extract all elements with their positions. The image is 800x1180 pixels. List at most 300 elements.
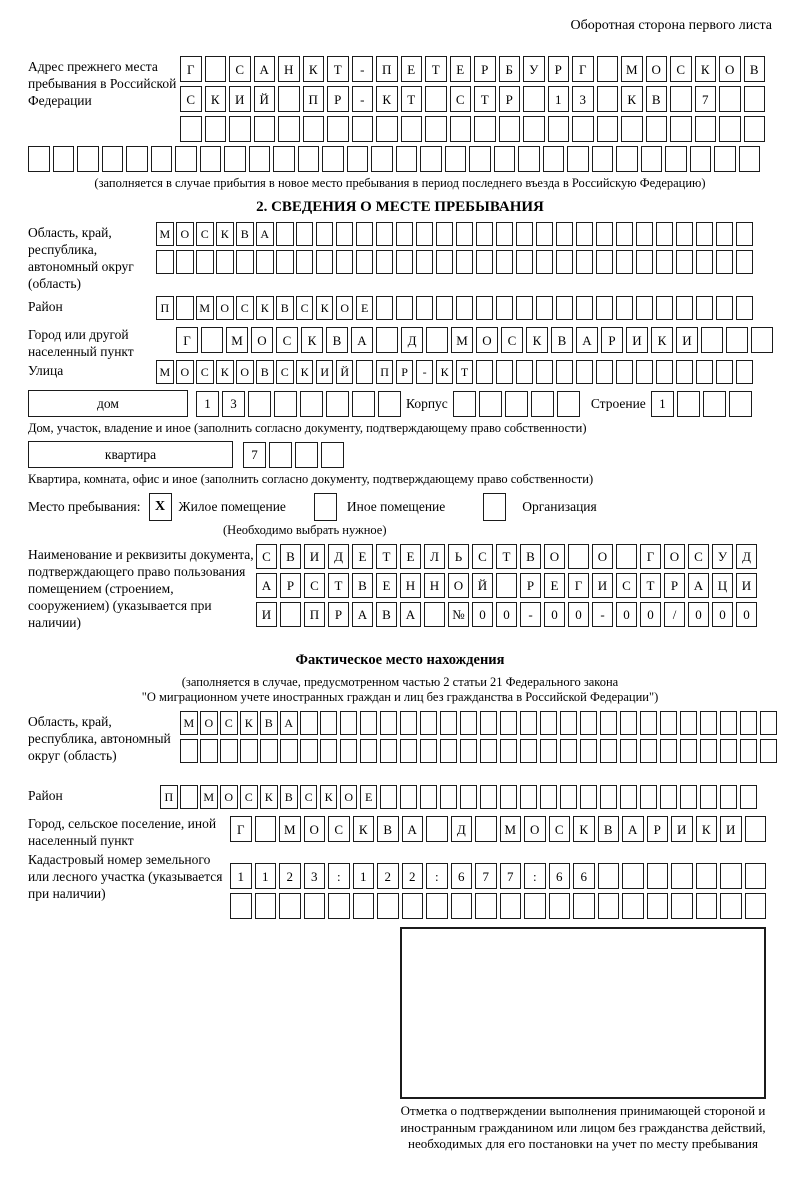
char-box[interactable]	[576, 250, 594, 274]
char-box[interactable]	[396, 146, 418, 172]
char-box[interactable]: А	[576, 327, 598, 353]
char-box[interactable]	[636, 296, 654, 320]
char-box[interactable]	[540, 739, 558, 763]
char-box[interactable]: А	[256, 222, 274, 246]
char-box[interactable]	[300, 739, 318, 763]
char-box[interactable]	[353, 893, 375, 919]
char-box[interactable]	[401, 116, 423, 142]
char-box[interactable]	[720, 739, 738, 763]
char-box[interactable]: К	[320, 785, 338, 809]
char-box[interactable]: П	[156, 296, 174, 320]
char-box[interactable]	[156, 250, 174, 274]
char-box[interactable]	[280, 739, 298, 763]
char-box[interactable]	[453, 391, 476, 417]
char-box[interactable]	[300, 391, 323, 417]
char-box[interactable]: К	[353, 816, 375, 842]
char-box[interactable]: С	[300, 785, 318, 809]
char-box[interactable]: С	[450, 86, 472, 112]
char-box[interactable]	[336, 250, 354, 274]
char-box[interactable]	[205, 116, 227, 142]
char-box[interactable]: С	[328, 816, 350, 842]
char-box[interactable]: М	[621, 56, 643, 82]
char-box[interactable]	[676, 360, 694, 384]
char-box[interactable]	[556, 250, 574, 274]
char-box[interactable]	[400, 785, 418, 809]
char-box[interactable]	[176, 296, 194, 320]
char-box[interactable]	[660, 739, 678, 763]
char-box[interactable]	[380, 711, 398, 735]
char-box[interactable]	[576, 360, 594, 384]
char-box[interactable]	[276, 250, 294, 274]
char-box[interactable]	[548, 116, 570, 142]
char-box[interactable]	[616, 296, 634, 320]
char-box[interactable]	[273, 146, 295, 172]
char-box[interactable]	[598, 863, 620, 889]
char-box[interactable]	[494, 146, 516, 172]
char-box[interactable]: О	[200, 711, 218, 735]
char-box[interactable]: Р	[327, 86, 349, 112]
char-box[interactable]	[656, 360, 674, 384]
char-box[interactable]	[322, 146, 344, 172]
char-box[interactable]	[622, 893, 644, 919]
char-box[interactable]: М	[156, 222, 174, 246]
char-box[interactable]	[476, 250, 494, 274]
char-box[interactable]	[224, 146, 246, 172]
char-box[interactable]: Б	[499, 56, 521, 82]
char-box[interactable]: 2	[279, 863, 301, 889]
char-box[interactable]	[716, 360, 734, 384]
char-box[interactable]	[456, 222, 474, 246]
char-box[interactable]	[696, 893, 718, 919]
char-box[interactable]: К	[296, 360, 314, 384]
char-box[interactable]: :	[426, 863, 448, 889]
char-box[interactable]: М	[451, 327, 473, 353]
char-box[interactable]	[356, 360, 374, 384]
char-box[interactable]: Н	[424, 573, 445, 598]
char-box[interactable]	[660, 785, 678, 809]
char-box[interactable]: -	[520, 602, 541, 627]
char-box[interactable]	[596, 222, 614, 246]
char-box[interactable]: О	[216, 296, 234, 320]
char-box[interactable]	[536, 360, 554, 384]
char-box[interactable]	[460, 785, 478, 809]
char-box[interactable]	[200, 739, 218, 763]
char-box[interactable]: К	[621, 86, 643, 112]
char-box[interactable]: В	[646, 86, 668, 112]
char-box[interactable]	[377, 893, 399, 919]
char-box[interactable]: 0	[496, 602, 517, 627]
char-box[interactable]: 1	[353, 863, 375, 889]
char-box[interactable]	[760, 739, 778, 763]
char-box[interactable]: О	[448, 573, 469, 598]
char-box[interactable]	[696, 360, 714, 384]
char-box[interactable]: К	[573, 816, 595, 842]
char-box[interactable]: С	[256, 544, 277, 569]
char-box[interactable]: Р	[548, 56, 570, 82]
char-box[interactable]	[523, 86, 545, 112]
char-box[interactable]	[745, 863, 767, 889]
char-box[interactable]: О	[176, 222, 194, 246]
char-box[interactable]	[440, 711, 458, 735]
char-box[interactable]	[416, 296, 434, 320]
char-box[interactable]	[660, 711, 678, 735]
char-box[interactable]: М	[226, 327, 248, 353]
char-box[interactable]	[549, 893, 571, 919]
char-box[interactable]	[596, 360, 614, 384]
char-box[interactable]	[396, 222, 414, 246]
char-box[interactable]	[716, 222, 734, 246]
char-box[interactable]	[676, 296, 694, 320]
char-box[interactable]	[500, 711, 518, 735]
char-box[interactable]: К	[301, 327, 323, 353]
char-box[interactable]	[520, 739, 538, 763]
char-box[interactable]: И	[316, 360, 334, 384]
char-box[interactable]: А	[622, 816, 644, 842]
char-box[interactable]: Т	[425, 56, 447, 82]
char-box[interactable]	[524, 893, 546, 919]
char-box[interactable]: 3	[572, 86, 594, 112]
char-box[interactable]: 3	[304, 863, 326, 889]
char-box[interactable]	[476, 222, 494, 246]
char-box[interactable]: Д	[451, 816, 473, 842]
char-box[interactable]	[600, 711, 618, 735]
char-box[interactable]: К	[240, 711, 258, 735]
char-box[interactable]	[719, 86, 741, 112]
char-box[interactable]: К	[260, 785, 278, 809]
char-box[interactable]	[622, 863, 644, 889]
char-box[interactable]	[616, 360, 634, 384]
char-box[interactable]: Г	[180, 56, 202, 82]
char-box[interactable]	[576, 296, 594, 320]
char-box[interactable]	[236, 250, 254, 274]
char-box[interactable]: Е	[352, 544, 373, 569]
char-box[interactable]	[540, 711, 558, 735]
char-box[interactable]: 0	[640, 602, 661, 627]
char-box[interactable]	[402, 893, 424, 919]
char-box[interactable]: В	[744, 56, 766, 82]
char-box[interactable]	[376, 296, 394, 320]
char-box[interactable]: 2	[402, 863, 424, 889]
char-box[interactable]	[426, 327, 448, 353]
char-box[interactable]: О	[220, 785, 238, 809]
char-box[interactable]	[597, 116, 619, 142]
char-box[interactable]	[400, 739, 418, 763]
char-box[interactable]	[616, 222, 634, 246]
char-box[interactable]: 1	[548, 86, 570, 112]
char-box[interactable]: Й	[336, 360, 354, 384]
char-box[interactable]: О	[592, 544, 613, 569]
char-box[interactable]	[744, 86, 766, 112]
char-box[interactable]	[726, 327, 748, 353]
char-box[interactable]	[640, 785, 658, 809]
char-box[interactable]	[647, 893, 669, 919]
char-box[interactable]	[371, 146, 393, 172]
char-box[interactable]	[320, 711, 338, 735]
char-box[interactable]	[516, 250, 534, 274]
char-box[interactable]	[420, 739, 438, 763]
char-box[interactable]: П	[303, 86, 325, 112]
char-box[interactable]	[543, 146, 565, 172]
char-box[interactable]: С	[236, 296, 254, 320]
char-box[interactable]: 0	[544, 602, 565, 627]
char-box[interactable]	[269, 442, 292, 468]
char-box[interactable]: Г	[230, 816, 252, 842]
char-box[interactable]: В	[520, 544, 541, 569]
char-box[interactable]	[636, 250, 654, 274]
char-box[interactable]	[475, 893, 497, 919]
char-box[interactable]: :	[328, 863, 350, 889]
char-box[interactable]: 1	[255, 863, 277, 889]
char-box[interactable]	[736, 360, 754, 384]
char-box[interactable]	[256, 250, 274, 274]
char-box[interactable]	[216, 250, 234, 274]
char-box[interactable]	[739, 146, 761, 172]
char-box[interactable]: Д	[328, 544, 349, 569]
char-box[interactable]: Е	[376, 573, 397, 598]
char-box[interactable]	[451, 893, 473, 919]
char-box[interactable]	[352, 391, 375, 417]
char-box[interactable]	[480, 711, 498, 735]
char-box[interactable]: Р	[520, 573, 541, 598]
char-box[interactable]	[499, 116, 521, 142]
char-box[interactable]: И	[626, 327, 648, 353]
char-box[interactable]: 6	[573, 863, 595, 889]
char-box[interactable]: М	[279, 816, 301, 842]
char-box[interactable]	[321, 442, 344, 468]
char-box[interactable]	[620, 711, 638, 735]
char-box[interactable]	[474, 116, 496, 142]
char-box[interactable]	[740, 711, 758, 735]
char-box[interactable]	[680, 711, 698, 735]
char-box[interactable]	[560, 711, 578, 735]
char-box[interactable]: 0	[688, 602, 709, 627]
char-box[interactable]	[556, 296, 574, 320]
char-box[interactable]	[380, 785, 398, 809]
char-box[interactable]	[556, 222, 574, 246]
char-box[interactable]	[260, 739, 278, 763]
char-box[interactable]	[745, 816, 767, 842]
char-box[interactable]: В	[236, 222, 254, 246]
char-box[interactable]	[690, 146, 712, 172]
char-box[interactable]	[573, 893, 595, 919]
char-box[interactable]	[328, 893, 350, 919]
char-box[interactable]	[740, 785, 758, 809]
char-box[interactable]	[425, 116, 447, 142]
char-box[interactable]: А	[400, 602, 421, 627]
char-box[interactable]: А	[352, 602, 373, 627]
char-box[interactable]: К	[696, 816, 718, 842]
char-box[interactable]: Л	[424, 544, 445, 569]
char-box[interactable]: К	[695, 56, 717, 82]
char-box[interactable]: О	[176, 360, 194, 384]
char-box[interactable]	[556, 360, 574, 384]
char-box[interactable]	[600, 739, 618, 763]
char-box[interactable]: С	[229, 56, 251, 82]
char-box[interactable]: Р	[499, 86, 521, 112]
char-box[interactable]: И	[720, 816, 742, 842]
char-box[interactable]	[416, 250, 434, 274]
char-box[interactable]: А	[280, 711, 298, 735]
char-box[interactable]	[696, 222, 714, 246]
char-box[interactable]	[616, 146, 638, 172]
char-box[interactable]	[356, 250, 374, 274]
char-box[interactable]: И	[256, 602, 277, 627]
char-box[interactable]	[540, 785, 558, 809]
char-box[interactable]	[531, 391, 554, 417]
char-box[interactable]: Г	[640, 544, 661, 569]
char-box[interactable]: С	[240, 785, 258, 809]
char-box[interactable]	[505, 391, 528, 417]
char-box[interactable]	[736, 222, 754, 246]
char-box[interactable]	[500, 739, 518, 763]
char-box[interactable]	[580, 785, 598, 809]
char-box[interactable]	[425, 86, 447, 112]
char-box[interactable]	[426, 816, 448, 842]
char-box[interactable]	[480, 785, 498, 809]
char-box[interactable]: 7	[500, 863, 522, 889]
char-box[interactable]	[576, 222, 594, 246]
char-box[interactable]: С	[501, 327, 523, 353]
char-box[interactable]	[456, 296, 474, 320]
char-box[interactable]	[300, 711, 318, 735]
char-box[interactable]	[255, 893, 277, 919]
char-box[interactable]	[278, 116, 300, 142]
char-box[interactable]: О	[340, 785, 358, 809]
char-box[interactable]: В	[280, 544, 301, 569]
char-box[interactable]	[496, 222, 514, 246]
char-box[interactable]: У	[523, 56, 545, 82]
char-box[interactable]	[740, 739, 758, 763]
char-box[interactable]: М	[200, 785, 218, 809]
char-box[interactable]	[436, 250, 454, 274]
char-box[interactable]	[336, 222, 354, 246]
char-box[interactable]: Н	[278, 56, 300, 82]
char-box[interactable]: С	[180, 86, 202, 112]
char-box[interactable]: С	[276, 360, 294, 384]
char-box[interactable]: К	[205, 86, 227, 112]
char-box[interactable]	[560, 785, 578, 809]
char-box[interactable]	[596, 250, 614, 274]
char-box[interactable]	[720, 785, 738, 809]
char-box[interactable]	[736, 250, 754, 274]
char-box[interactable]: Т	[327, 56, 349, 82]
char-box[interactable]	[396, 250, 414, 274]
char-box[interactable]	[476, 296, 494, 320]
char-box[interactable]: И	[736, 573, 757, 598]
char-box[interactable]	[347, 146, 369, 172]
char-box[interactable]	[636, 222, 654, 246]
char-box[interactable]	[760, 711, 778, 735]
char-box[interactable]	[496, 360, 514, 384]
char-box[interactable]: 1	[651, 391, 674, 417]
char-box[interactable]	[376, 116, 398, 142]
char-box[interactable]	[680, 785, 698, 809]
char-box[interactable]	[647, 863, 669, 889]
char-box[interactable]: 6	[549, 863, 571, 889]
char-box[interactable]: Т	[376, 544, 397, 569]
char-box[interactable]: :	[524, 863, 546, 889]
char-box[interactable]: 0	[616, 602, 637, 627]
char-box[interactable]	[360, 739, 378, 763]
char-box[interactable]	[460, 711, 478, 735]
char-box[interactable]	[580, 711, 598, 735]
char-box[interactable]: И	[229, 86, 251, 112]
char-box[interactable]	[445, 146, 467, 172]
char-box[interactable]: Т	[474, 86, 496, 112]
char-box[interactable]: К	[216, 360, 234, 384]
char-box[interactable]	[677, 391, 700, 417]
char-box[interactable]	[671, 893, 693, 919]
char-box[interactable]	[714, 146, 736, 172]
char-box[interactable]: -	[592, 602, 613, 627]
char-box[interactable]: О	[646, 56, 668, 82]
char-box[interactable]	[676, 222, 694, 246]
char-box[interactable]: М	[196, 296, 214, 320]
char-box[interactable]: А	[256, 573, 277, 598]
char-box[interactable]: И	[676, 327, 698, 353]
char-box[interactable]	[126, 146, 148, 172]
char-box[interactable]: Р	[647, 816, 669, 842]
char-box[interactable]: В	[256, 360, 274, 384]
char-box[interactable]: /	[664, 602, 685, 627]
char-box[interactable]	[703, 391, 726, 417]
char-box[interactable]	[180, 739, 198, 763]
char-box[interactable]	[592, 146, 614, 172]
char-box[interactable]: Р	[601, 327, 623, 353]
char-box[interactable]	[580, 739, 598, 763]
char-box[interactable]: М	[156, 360, 174, 384]
char-box[interactable]	[340, 711, 358, 735]
char-box[interactable]	[700, 711, 718, 735]
char-box[interactable]: Е	[544, 573, 565, 598]
char-box[interactable]: И	[304, 544, 325, 569]
char-box[interactable]: В	[377, 816, 399, 842]
checkbox-zhiloe[interactable]: X	[149, 493, 172, 521]
char-box[interactable]	[240, 739, 258, 763]
char-box[interactable]: Е	[401, 56, 423, 82]
char-box[interactable]	[700, 785, 718, 809]
char-box[interactable]	[229, 116, 251, 142]
char-box[interactable]: О	[544, 544, 565, 569]
char-box[interactable]: А	[351, 327, 373, 353]
char-box[interactable]: Н	[400, 573, 421, 598]
char-box[interactable]	[716, 296, 734, 320]
char-box[interactable]	[320, 739, 338, 763]
char-box[interactable]	[536, 222, 554, 246]
char-box[interactable]: И	[592, 573, 613, 598]
char-box[interactable]: М	[180, 711, 198, 735]
char-box[interactable]	[469, 146, 491, 172]
char-box[interactable]	[567, 146, 589, 172]
checkbox-org[interactable]	[483, 493, 506, 521]
char-box[interactable]: К	[436, 360, 454, 384]
char-box[interactable]: Т	[328, 573, 349, 598]
char-box[interactable]	[420, 146, 442, 172]
char-box[interactable]	[496, 573, 517, 598]
char-box[interactable]: О	[719, 56, 741, 82]
char-box[interactable]	[568, 544, 589, 569]
char-box[interactable]: Ь	[448, 544, 469, 569]
char-box[interactable]: К	[526, 327, 548, 353]
char-box[interactable]	[426, 893, 448, 919]
char-box[interactable]: В	[551, 327, 573, 353]
char-box[interactable]	[279, 893, 301, 919]
char-box[interactable]: 3	[222, 391, 245, 417]
char-box[interactable]: О	[664, 544, 685, 569]
char-box[interactable]	[620, 785, 638, 809]
char-box[interactable]	[420, 711, 438, 735]
char-box[interactable]: -	[352, 56, 374, 82]
